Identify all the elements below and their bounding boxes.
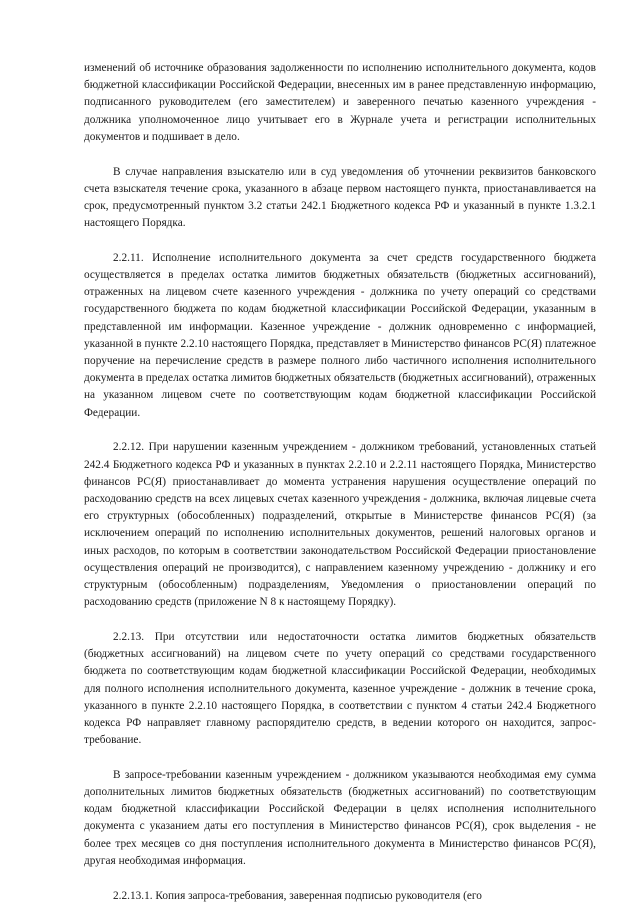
- paragraph-2-2-12: 2.2.12. При нарушении казенным учреждением - должником требований, установленных статьей 242.4 Бюджетного кодекса РФ и указанных в пунктах 2.2.10 и 2.2.11 настоящего Порядка, Министерство финансов РС(Я) приостанавливает до момента устранения нарушения осуществление операций по расходованию средств на всех лицевых счетах казенного учреждения - должника, включая лицевые счета его структурных (обособленных) подразделений, открытые в Министерстве финансов РС(Я) (за исключением операций по исполнению исполнительных документов, решений налоговых органов и иных расходов, по которым в соответствии законодательством Российской Федерации приостановление осуществления операций не производится), с направлением казенному учреждению - должнику и его структурным (обособленным) подразделениям, Уведомления о приостановлении операций по расходованию средств (приложение N 8 к настоящему Порядку).: [84, 441, 596, 609]
- paragraph-bank-account-notice: В случае направления взыскателю или в суд уведомления об уточнении реквизитов банковского счета взыскателя течение срока, указанного в абзаце первом настоящего пункта, приостанавливается на срок, предусмотренный пунктом 3.2 статьи 242.1 Бюджетного кодекса РФ и указанный в пункте 1.3.2.1 настоящего Порядка.: [84, 165, 596, 230]
- paragraph-2-2-13: 2.2.13. При отсутствии или недостаточности остатка лимитов бюджетных обязательств (бюджетных ассигнований) на лицевом счете по учету операций со средствами государственного бюджета по соответствующим кодам бюджетной классификации Российской Федерации, необходимых для полного исполнения исполнительного документа, казенное учреждение - должник в течение срока, указанного в пункте 2.2.10 настоящего Порядка, в соответствии с пунктом 4 статьи 242.4 Бюджетного кодекса РФ направляет главному распорядителю средств, в ведении которого он находится, запрос-требование.: [84, 630, 596, 747]
- paragraph-continuation: изменений об источнике образования задолженности по исполнению исполнительного документа, кодов бюджетной классификации Российской Федерации, внесенных им в ранее представленную информацию, подписанного руководителем (его заместителем) и заверенного печатью казенного учреждения - должника уполномоченное лицо учитывает его в Журнале учета и регистрации исполнительных документов и подшивает в дело.: [84, 62, 596, 143]
- paragraph-request-requirement: В запросе-требовании казенным учреждением - должником указываются необходимая ему сумма дополнительных лимитов бюджетных обязательств (бюджетных ассигнований) по соответствующим кодам бюджетной классификации Российской Федерации в целях исполнения исполнительного документа с указанием даты его поступления в Министерство финансов РС(Я), срок выделения - не более трех месяцев со дня поступления исполнительного документа в Министерство финансов РС(Я), другая необходимая информация.: [84, 768, 596, 867]
- document-page: [84, 60, 596, 905]
- paragraph-2-2-13-1: 2.2.13.1. Копия запроса-требования, заверенная подписью руководителя (его: [113, 889, 482, 902]
- paragraph-2-2-11: 2.2.11. Исполнение исполнительного документа за счет средств государственного бюджета осуществляется в пределах остатка лимитов бюджетных обязательств (бюджетных ассигнований), отраженных на лицевом счете казенного учреждения - должника по учету операций со средствами государственного бюджета по кодам бюджетной классификации Российской Федерации, указанным в представленной им информации. Казенное учреждение - должник одновременно с информацией, указанной в пункте 2.2.10 настоящего Порядка, представляет в Министерство финансов РС(Я) платежное поручение на перечисление средств в размере полного либо частичного исполнения исполнительного документа в пределах остатка лимитов бюджетных обязательств (бюджетных ассигнований), отраженных на указанном лицевом счете по соответствующим кодам бюджетной классификации Российской Федерации.: [84, 251, 596, 419]
